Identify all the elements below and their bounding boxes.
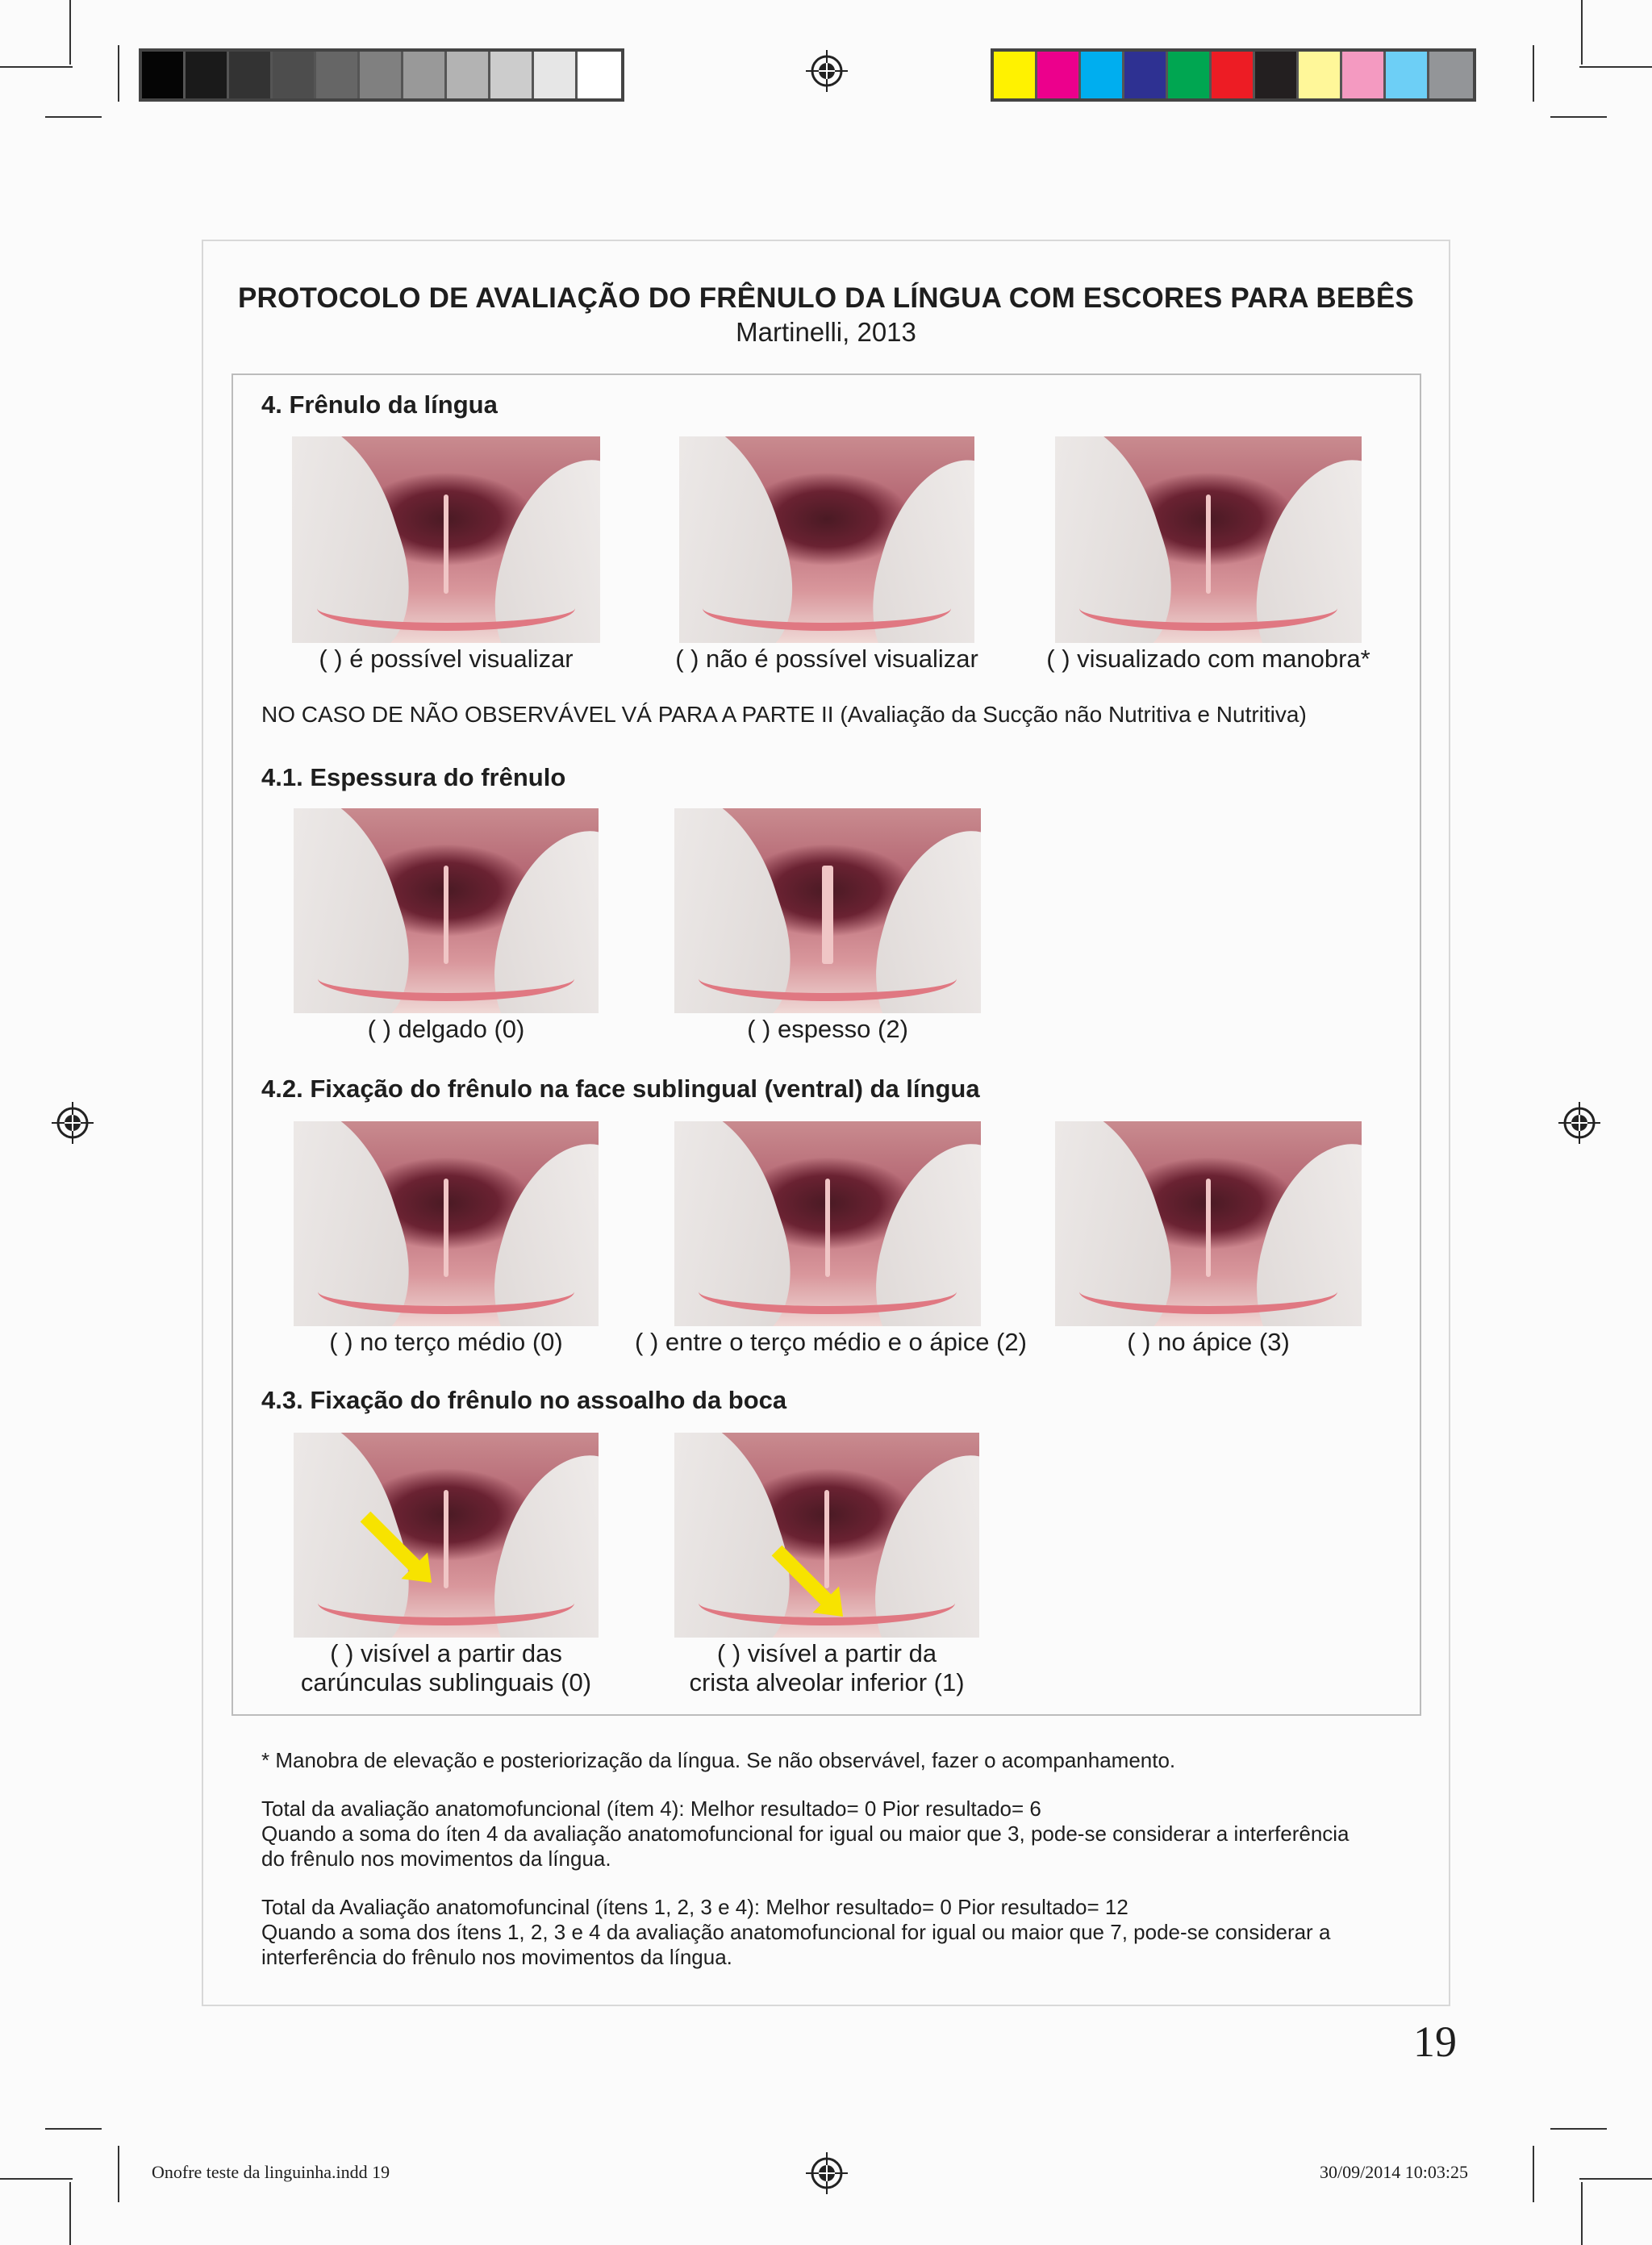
crop-mark — [118, 2146, 119, 2202]
registration-mark-icon — [806, 50, 848, 92]
color-swatch — [1386, 52, 1429, 98]
crop-mark — [1533, 2146, 1534, 2202]
page-subtitle: Martinelli, 2013 — [736, 317, 916, 347]
color-swatch — [1168, 52, 1212, 98]
color-swatch — [1255, 52, 1299, 98]
photo-thin-frenulum — [294, 808, 599, 1013]
color-swatch — [403, 52, 447, 98]
registration-mark-icon — [52, 1102, 94, 1144]
photo-thick-frenulum — [674, 808, 981, 1013]
slug-datetime: 30/09/2014 10:03:25 — [1320, 2162, 1468, 2182]
option-label: ( ) no terço médio (0) — [329, 1328, 563, 1356]
crop-mark — [1579, 2178, 1652, 2180]
crop-mark — [1550, 2128, 1607, 2130]
color-swatch — [1081, 52, 1124, 98]
grayscale-color-bar — [139, 48, 624, 102]
crop-mark — [118, 45, 119, 102]
option-label: ( ) visualizado com manobra* — [1046, 645, 1370, 673]
option-label: ( ) delgado (0) — [367, 1015, 525, 1043]
crop-mark — [1550, 116, 1607, 118]
option-label: ( ) no ápice (3) — [1127, 1328, 1290, 1356]
process-color-bar — [991, 48, 1476, 102]
crop-mark — [45, 116, 102, 118]
color-swatch — [186, 52, 229, 98]
crop-mark — [0, 2178, 73, 2180]
crop-mark — [1581, 0, 1583, 65]
crop-mark — [1533, 45, 1534, 102]
section-heading: 4.2. Fixação do frênulo na face sublingual (ventral) da língua — [261, 1075, 980, 1103]
crop-mark — [69, 0, 71, 65]
score-note-item4: Total da avaliação anatomofuncional (ítem 4): Melhor resultado= 0 Pior resultado= 6 Quando a soma do íten 4 da avaliação anatomofuncional for igual ou maior que 3, pode-se considerar a interferência do frênulo nos movimentos da língua. — [261, 1796, 1350, 1871]
color-swatch — [229, 52, 273, 98]
photo-floor-sublingual-caruncles — [294, 1433, 599, 1638]
page-title: PROTOCOLO DE AVALIAÇÃO DO FRÊNULO DA LÍNGUA COM ESCORES PARA BEBÊS — [238, 282, 1414, 314]
option-label: ( ) é possível visualizar — [319, 645, 574, 673]
color-swatch — [273, 52, 316, 98]
color-swatch — [490, 52, 534, 98]
crop-mark — [45, 2128, 102, 2130]
photo-attachment-middle-to-apex — [674, 1121, 981, 1326]
photo-frenulum-with-maneuver — [1055, 436, 1362, 643]
color-swatch — [994, 52, 1037, 98]
color-swatch — [1212, 52, 1255, 98]
color-swatch — [360, 52, 403, 98]
option-label: ( ) não é possível visualizar — [675, 645, 978, 673]
color-swatch — [1124, 52, 1168, 98]
crop-mark — [1579, 66, 1652, 68]
photo-floor-alveolar-crest — [674, 1433, 979, 1638]
registration-mark-icon — [806, 2152, 848, 2194]
color-swatch — [1429, 52, 1473, 98]
photo-attachment-apex — [1055, 1121, 1362, 1326]
registration-mark-icon — [1558, 1102, 1600, 1144]
section-heading: 4. Frênulo da língua — [261, 390, 498, 419]
photo-frenulum-not-visible — [679, 436, 974, 643]
color-swatch — [534, 52, 578, 98]
footnote: * Manobra de elevação e posteriorização da língua. Se não observável, fazer o acompanhamento. — [261, 1748, 1176, 1772]
color-swatch — [447, 52, 490, 98]
crop-mark — [0, 66, 73, 68]
color-swatch — [142, 52, 186, 98]
page-number: 19 — [1413, 2018, 1457, 2066]
score-note-total: Total da Avaliação anatomofuncinal (ítens 1, 2, 3 e 4): Melhor resultado= 0 Pior resultado= 12 Quando a soma dos ítens 1, 2, 3 e 4 da avaliação anatomofuncional for igual ou maior que 7, pode-se considerar a interferência do frênulo nos movimentos da língua. — [261, 1895, 1331, 1969]
instruction-text: NO CASO DE NÃO OBSERVÁVEL VÁ PARA A PARTE II (Avaliação da Sucção não Nutritiva e Nutritiva) — [261, 702, 1307, 727]
color-swatch — [1299, 52, 1342, 98]
option-label: ( ) visível a partir das carúnculas sublinguais (0) — [300, 1639, 592, 1696]
section-heading: 4.1. Espessura do frênulo — [261, 763, 566, 791]
slug-filename: Onofre teste da linguinha.indd 19 — [152, 2162, 390, 2182]
photo-attachment-middle-third — [294, 1121, 599, 1326]
crop-mark — [69, 2182, 71, 2245]
color-swatch — [316, 52, 360, 98]
section-heading: 4.3. Fixação do frênulo no assoalho da boca — [261, 1386, 787, 1414]
color-swatch — [1037, 52, 1081, 98]
option-label: ( ) espesso (2) — [747, 1015, 908, 1043]
color-swatch — [1342, 52, 1386, 98]
photo-frenulum-visible — [292, 436, 600, 643]
option-label: ( ) entre o terço médio e o ápice (2) — [635, 1328, 1027, 1356]
crop-mark — [1581, 2182, 1583, 2245]
color-swatch — [578, 52, 621, 98]
option-label: ( ) visível a partir da crista alveolar inferior (1) — [689, 1639, 965, 1696]
